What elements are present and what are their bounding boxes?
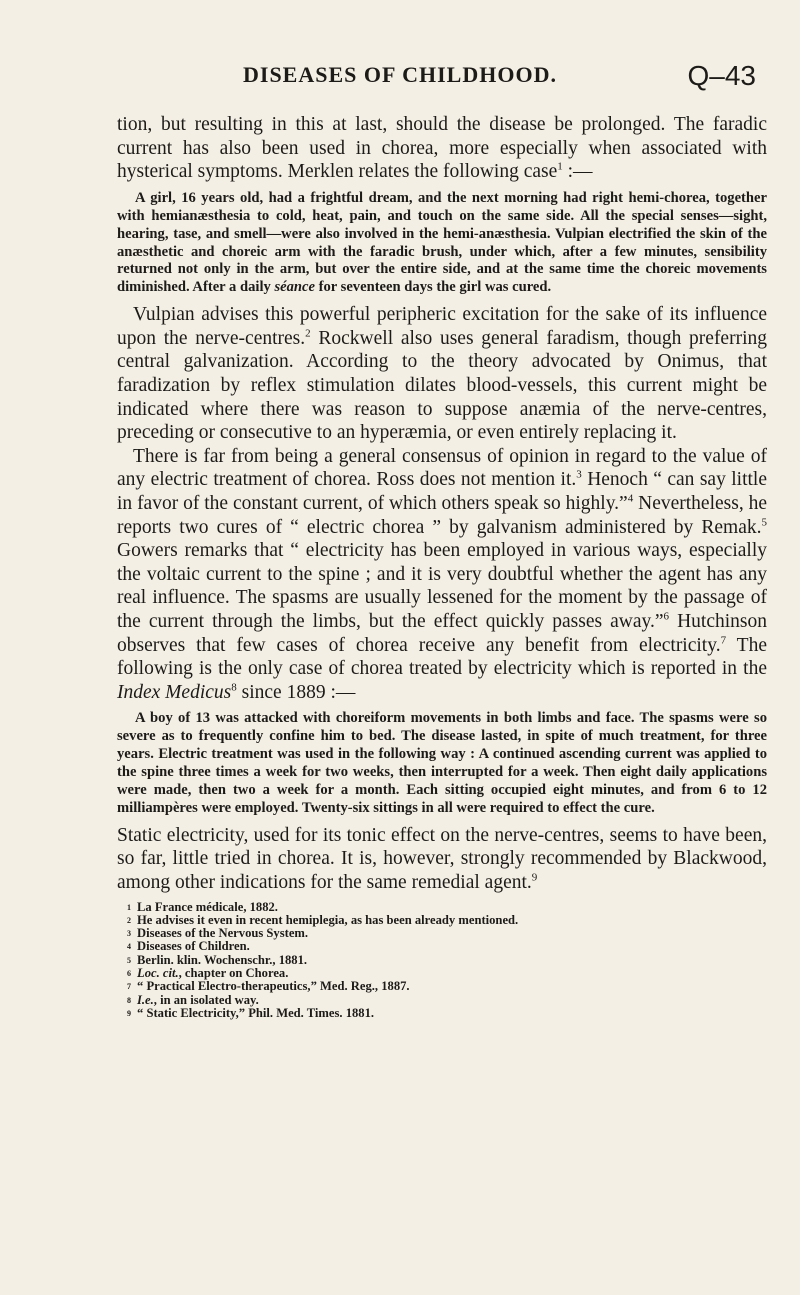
footnote-ref: 8 [231, 681, 237, 694]
paragraph-3: There is far from being a general consensus of opinion in regard to the value of any electric treatment of chorea. Ross does not mention it.$^3$ Henoch “ can say little in favor of the constant current, of which others speak so highly.”$^4$ Nevertheless, he reports two cures of “ electric chorea ” by galvanism administered by Remak.$^5$ Gowers remarks that “ electricity has been employed in various ways, especially the voltaic current to the spine ; and it is very doubtful whether the agent has any real influence. The spasms are usually lessened for the moment by the passage of the current through the limbs, but the effect quickly passes away.”$^6$ Hutchinson observes that few cases of chorea receive any benefit from electricity.$^7$ The following is the only case of chorea treated by electricity which is reported in the Index Medicus$^8$ since 1889 :— [117, 445, 768, 703]
footnote: 9 “ Static Electricity,” Phil. Med. Times. 1881. [127, 1005, 375, 1020]
case-quote-2: A boy of 13 was attacked with choreiform movements in both limbs and face. The spasms were so severe as to frequently confine him to bed. The disease lasted, in spite of much treatment, for three years. Electric treatment was used in the following way : A continued ascending current was applied to the spine three times a week for two weeks, then interrupted for a week. Then eight daily applications were made, then two a week for a month. Each sitting occupied eight minutes, and from 6 to 12 milliampères were employed. Twenty-six sittings in all were required to effect the cure. [117, 710, 767, 816]
footnote: 5 Berlin. klin. Wochenschr., 1881. [127, 952, 308, 967]
paragraph-4: Static electricity, used for its tonic effect on the nerve-centres, seems to have been, so far, little tried in chorea. It is, however, strongly recommended by Blackwood, among other indications for the same remedial agent.$^9$ [117, 824, 767, 893]
running-title: DISEASES OF CHILDHOOD. [243, 62, 557, 87]
page-header [0, 60, 800, 100]
footnote: 7 “ Practical Electro-therapeutics,” Med. Reg., 1887. [127, 979, 410, 994]
footnote-ref: 4 [627, 492, 634, 505]
footnote-ref: 7 [720, 634, 727, 647]
body-text [117, 113, 767, 1020]
page-number: Q–43 [687, 60, 756, 91]
footnote-ref: 5 [761, 516, 767, 529]
footnote: 8 I.e., in an isolated way. [127, 992, 259, 1007]
footnote-ref: 3 [576, 468, 582, 481]
footnote: 4 Diseases of Children. [127, 939, 250, 954]
case-quote-1: A girl, 16 years old, had a frightful dream, and the next morning had right hemi-chorea, together with hemianæsthesia to cold, heat, pain, and touch on the same side. All the special senses—sight, hearing, tase, and smell—were also involved in the hemi-anæsthesia. Vulpian electrified the skin of the anæsthetic and choreic arm with the faradic brush, under which, after a few minutes, sensibility returned not only in the arm, but over the entire side, and at the same time the choreic movements diminished. After a daily séance for seventeen days the girl was cured. [117, 189, 767, 296]
footnote: 6 Loc. cit., chapter on Chorea. [127, 966, 289, 981]
footnote-ref: 2 [305, 327, 311, 340]
paragraph-2: Vulpian advises this powerful peripheric excitation for the sake of its influence upon the nerve-centres.$^2$ Rockwell also uses general faradism, though preferring central galvanization. According to the theory advocated by Onimus, that faradization by reflex stimulation dilates blood-vessels, this current might be indicated where there was reason to suppose anæmia of the nerve-centres, preceding or consecutive to an hyperæmia, or even entirely replacing it. [117, 304, 767, 444]
footnote-ref: 1 [557, 160, 563, 173]
footnote-ref: 9 [531, 871, 538, 884]
footnote: 2 He advises it even in recent hemiplegia, as has been already mentioned. [127, 912, 519, 927]
footnote-ref: 6 [663, 610, 670, 623]
footnote: 1 La France médicale, 1882. [127, 899, 278, 914]
paragraph-1: tion, but resulting in this at last, should the disease be prolonged. The faradic current has also been used in chorea, more especially when associated with hysterical symptoms. Merklen relates the following case$^1$ :— [117, 114, 767, 183]
footnote: 3 Diseases of the Nervous System. [127, 926, 309, 941]
footnotes [117, 901, 767, 1021]
